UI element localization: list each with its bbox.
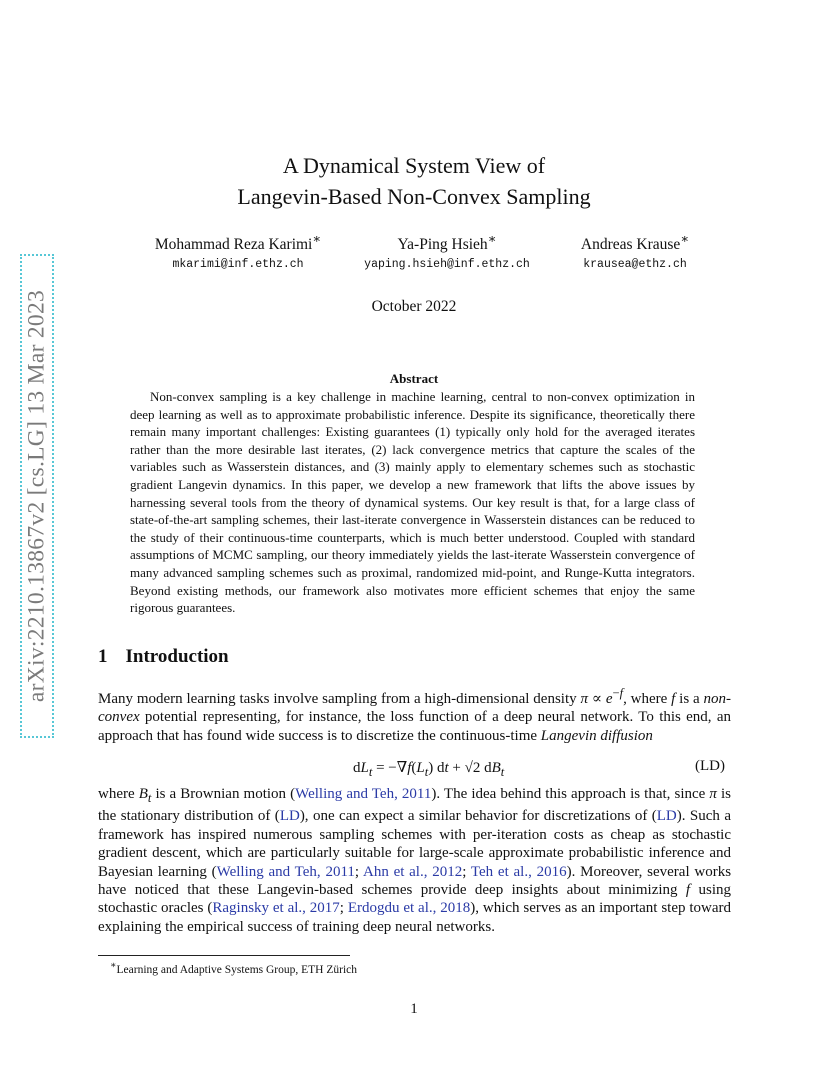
citation-link[interactable]: Teh et al., 2016 <box>470 863 567 880</box>
abstract-text: Non-convex sampling is a key challenge in machine learning, central to non-convex optimization in deep learning as well as to approximate probabilistic inference. Despite its significance, theoretically there remain many important challenges: Existing guarantees (1) typically only hold for the averaged iterates rather than the more desirable last iterates, (2) lack convergence metrics that capture the scales of the variables such as Wasserstein distances, and (3) mainly apply to elementary schemes such as stochastic gradient Langevin dynamics. In this paper, we develop a new framework that lifts the above issues by harnessing several tools from the theory of dynamical systems. Our key result is that, for a large class of state-of-the-art sampling schemes, their last-iterate convergence in Wasserstein distances can be reduced to the study of their continuous-time counterparts, which is much better understood. Coupled with standard assumptions of MCMC sampling, our theory immediately yields the last-iterate Wasserstein convergence of many advanced sampling schemes such as proximal, randomized mid-point, and Runge-Kutta integrators. Beyond existing methods, our framework also motivates more efficient schemes that enjoy the same rigorous guarantees. <box>130 389 695 616</box>
author-email: krausea@ethz.ch <box>583 258 687 272</box>
footnote <box>110 960 357 976</box>
equation-ref-link[interactable]: LD <box>656 808 677 825</box>
page-number: 1 <box>410 1001 418 1017</box>
langevin-equation: $dL_t = -\nabla f(L_t)$ dt + √2 $dB_t$ <box>353 760 505 779</box>
author-name: Mohammad Reza Karimi <box>154 236 313 254</box>
author-email: yaping.hsieh@inf.ethz.ch <box>364 258 530 272</box>
title-line-1: A Dynamical System View of <box>282 153 546 178</box>
section-title: Introduction <box>125 646 229 667</box>
author-footnote-mark: ∗ <box>312 231 322 246</box>
author-name: Andreas Krause <box>580 236 681 254</box>
author-block <box>560 229 710 275</box>
paper-title <box>0 150 828 212</box>
footnote-mark: ∗ <box>110 960 117 971</box>
author-footnote-mark: ∗ <box>680 231 690 246</box>
arxiv-identifier-stamp <box>20 254 54 738</box>
citation-link[interactable]: Erdogdu et al., 2018 <box>347 900 471 917</box>
citation-link[interactable]: Ahn et al., 2012 <box>362 863 463 880</box>
footnote-rule <box>98 955 350 956</box>
emphasis-langevin-diffusion: Langevin diffusion <box>540 727 653 744</box>
citation-link[interactable]: Welling and Teh, 2011 <box>216 863 355 880</box>
intro-paragraph-2: where $B_t$ is a Brownian motion (Welling and Teh, 2011). The idea behind this approach is that, since π is the stationary distribution of (LD), one can expect a similar behavior for discretizations of (LD). Such a framework has inspired numerous sampling schemes with per-iteration costs as cheap as stochastic gradient descent, which are particularly suitable for large-scale approximate probabilistic inference and Bayesian learning (Welling and Teh, 2011; Ahn et al., 2012; Teh et al., 2016). Moreover, several works have noticed that these Langevin-based schemes provide deep insights about minimizing f using stochastic oracles (Raginsky et al., 2017; Erdogdu et al., 2018), which serves as an important step toward explaining the empirical success of training deep neural networks. <box>98 786 732 935</box>
citation-link[interactable]: Raginsky et al., 2017 <box>212 900 340 917</box>
author-email: mkarimi@inf.ethz.ch <box>172 258 304 272</box>
author-block <box>138 229 338 275</box>
arxiv-identifier: arXiv:2210.13867v2 [cs.LG] 13 Mar 2023 <box>23 289 50 703</box>
author-footnote-mark: ∗ <box>487 231 497 246</box>
abstract-heading: Abstract <box>389 371 439 386</box>
equation-ref-link[interactable]: LD <box>279 808 300 825</box>
footnote-text: Learning and Adaptive Systems Group, ETH Zürich <box>116 963 358 976</box>
author-name: Ya-Ping Hsieh <box>397 236 488 254</box>
citation-link[interactable]: Welling and Teh, 2011 <box>295 786 432 802</box>
equation-tag: (LD) <box>695 758 725 774</box>
emphasis-non-convex: non-convex <box>98 691 731 726</box>
section-heading <box>98 646 229 668</box>
title-line-2: Langevin-Based Non-Convex Sampling <box>237 184 591 209</box>
intro-paragraph-1: Many modern learning tasks involve sampling from a high-dimensional density $\pi \propto e^{-f}$, where f is a non-convex potential representing, for instance, the loss function of a deep neural network. To this end, an approach that has found wide success is to discretize the continuous-time Langevin diffusion <box>98 686 731 744</box>
author-block <box>352 229 542 275</box>
section-number: 1 <box>98 646 108 667</box>
publication-date: October 2022 <box>371 298 457 315</box>
